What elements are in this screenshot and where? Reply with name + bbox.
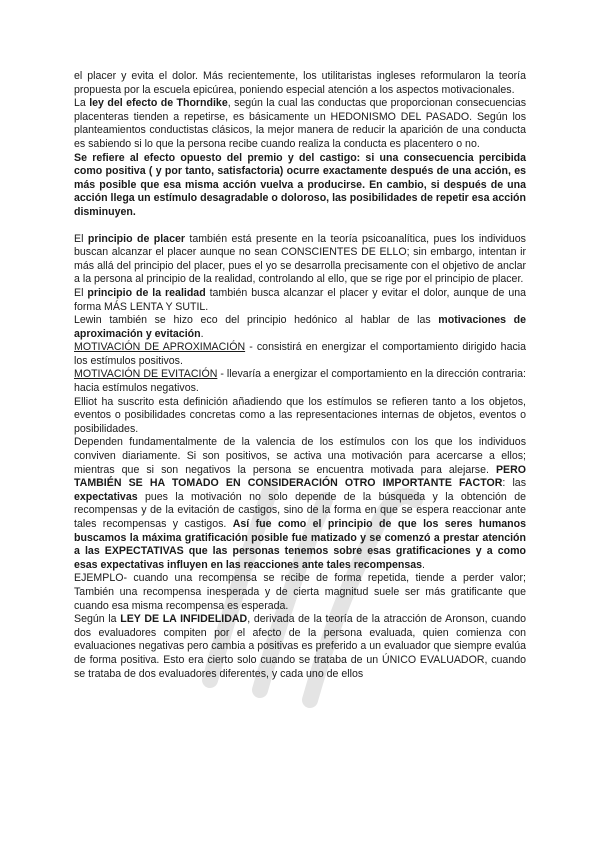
paragraph-thorndike: La ley del efecto de Thorndike, según la cual las conductas que proporcionan consecuencias placenteras tienden a repetirse, es básicamente un HEDONISMO DEL PASADO. Según los planteamientos conductistas clásicos, la mejor manera de reducir la aparición de una conducta es sabiendo si lo que la persona recibe cuando realiza la conducta es placentero o no. — [74, 97, 527, 150]
paragraph-intro: el placer y evita el dolor. Más recientemente, los utilitaristas ingleses reformularon la teoría propuesta por la escuela epicúrea, poniendo especial atención a los aspectos motivacionales. — [74, 70, 526, 96]
term-evitacion: MOTIVACIÓN DE EVITACIÓN — [74, 368, 218, 381]
paragraph-lewin: Lewin también se hizo eco del principio hedónico al hablar de las motivaciones de aproximación y evitación. — [74, 314, 526, 340]
paragraph-valencia: Dependen fundamentalmente de la valencia de los estímulos con los que los individuos conviven diariamente. Si son positivos, se activa una motivación para acercarse a ellos; mientras que si son negativos la persona se encuentra motivada para alejarse. PERO TAMBIÉN SE HA TOMADO EN CONSIDERACIÓN OTRO IMPORTANTE FACTOR: las expectativas pues la motivación no solo depende de la búsqueda y la obtención de recompensas y de la evitación de castigos, sino de la forma en que se espera reaccionar ante tales recompensas y castigos. Así fue como el principio de que los seres humanos buscamos la máxima gratificación posible fue matizado y se comenzó a prestar atención a las EXPECTATIVAS que las personas tenemos sobre esas gratificaciones y a como esas expectativas influyen en las reacciones ante tales recompensas. — [74, 436, 526, 571]
term-motivaciones: motivaciones de aproximación y evitación — [74, 314, 526, 340]
term-thorndike: ley del efecto de Thorndike — [89, 97, 228, 110]
paragraph-infidelidad: Según la LEY DE LA INFIDELIDAD, derivada de la teoría de la atracción de Aronson, cuando dos evaluadores compiten por el afecto de la persona evaluada, quien comienza con evaluaciones negativas pero cambia a positivas es preferido a un evaluador que siempre evalúa de forma positiva. Esto era cierto solo cuando se trataba de un ÚNICO EVALUADOR, cuando se trataba de dos evaluadores diferentes, y cada uno de ellos — [74, 613, 526, 680]
term-infidelidad: LEY DE LA INFIDELIDAD — [120, 613, 248, 626]
term-principio-placer: principio de placer — [87, 232, 185, 245]
term-principio-realidad: principio de la realidad — [87, 286, 206, 299]
paragraph-evitacion: MOTIVACIÓN DE EVITACIÓN - llevaría a energizar el comportamiento en la dirección contraria: hacia estímulos negativos. — [74, 368, 526, 395]
paragraph-principio-realidad: El principio de la realidad también busca alcanzar el placer y evitar el dolor, aunque de una forma MÁS LENTA Y SUTIL. — [74, 286, 526, 313]
paragraph-ejemplo: EJEMPLO- cuando una recompensa se recibe de forma repetida, tiende a perder valor; También una recompensa inesperada y de cierta magnitud suele ser más gratificante que cuando esa misma recompensa es esperada. — [74, 572, 526, 612]
term-aproximacion: MOTIVACIÓN DE APROXIMACIÓN — [74, 341, 246, 354]
paragraph-aproximacion: MOTIVACIÓN DE APROXIMACIÓN - consistirá en energizar el comportamiento dirigido hacia los estímulos positivos. — [74, 341, 527, 367]
paragraph-elliot: Elliot ha suscrito esta definición añadiendo que los estímulos se refieren tanto a los objetos, eventos o posibilidades concretas como a las representaciones internas de objetos, eventos o posibilidades. — [74, 395, 526, 435]
document-page — [74, 70, 526, 681]
paragraph-premio-castigo: Se refiere al efecto opuesto del premio y del castigo: si una consecuencia percibida como positiva ( y por tanto, satisfactoria) ocurre exactamente después de una acción, es más posible que esa misma acción vuelva a producirse. En cambio, si después de una acción llega un estímulo desagradable o doloroso, las posibilidades de repetir esa acción disminuyen. — [74, 151, 526, 218]
paragraph-principio-placer: El principio de placer también está presente en la teoría psicoanalítica, pues los individuos buscan alcanzar el placer aunque no sean CONSCIENTES DE ELLO; sin embargo, intentan ir más allá del principio del placer, pues el yo se desarrolla precisamente con el objetivo de anclar a la persona al principio de la realidad, controlando al ello, que se rige por el principio de placer. — [74, 232, 526, 286]
